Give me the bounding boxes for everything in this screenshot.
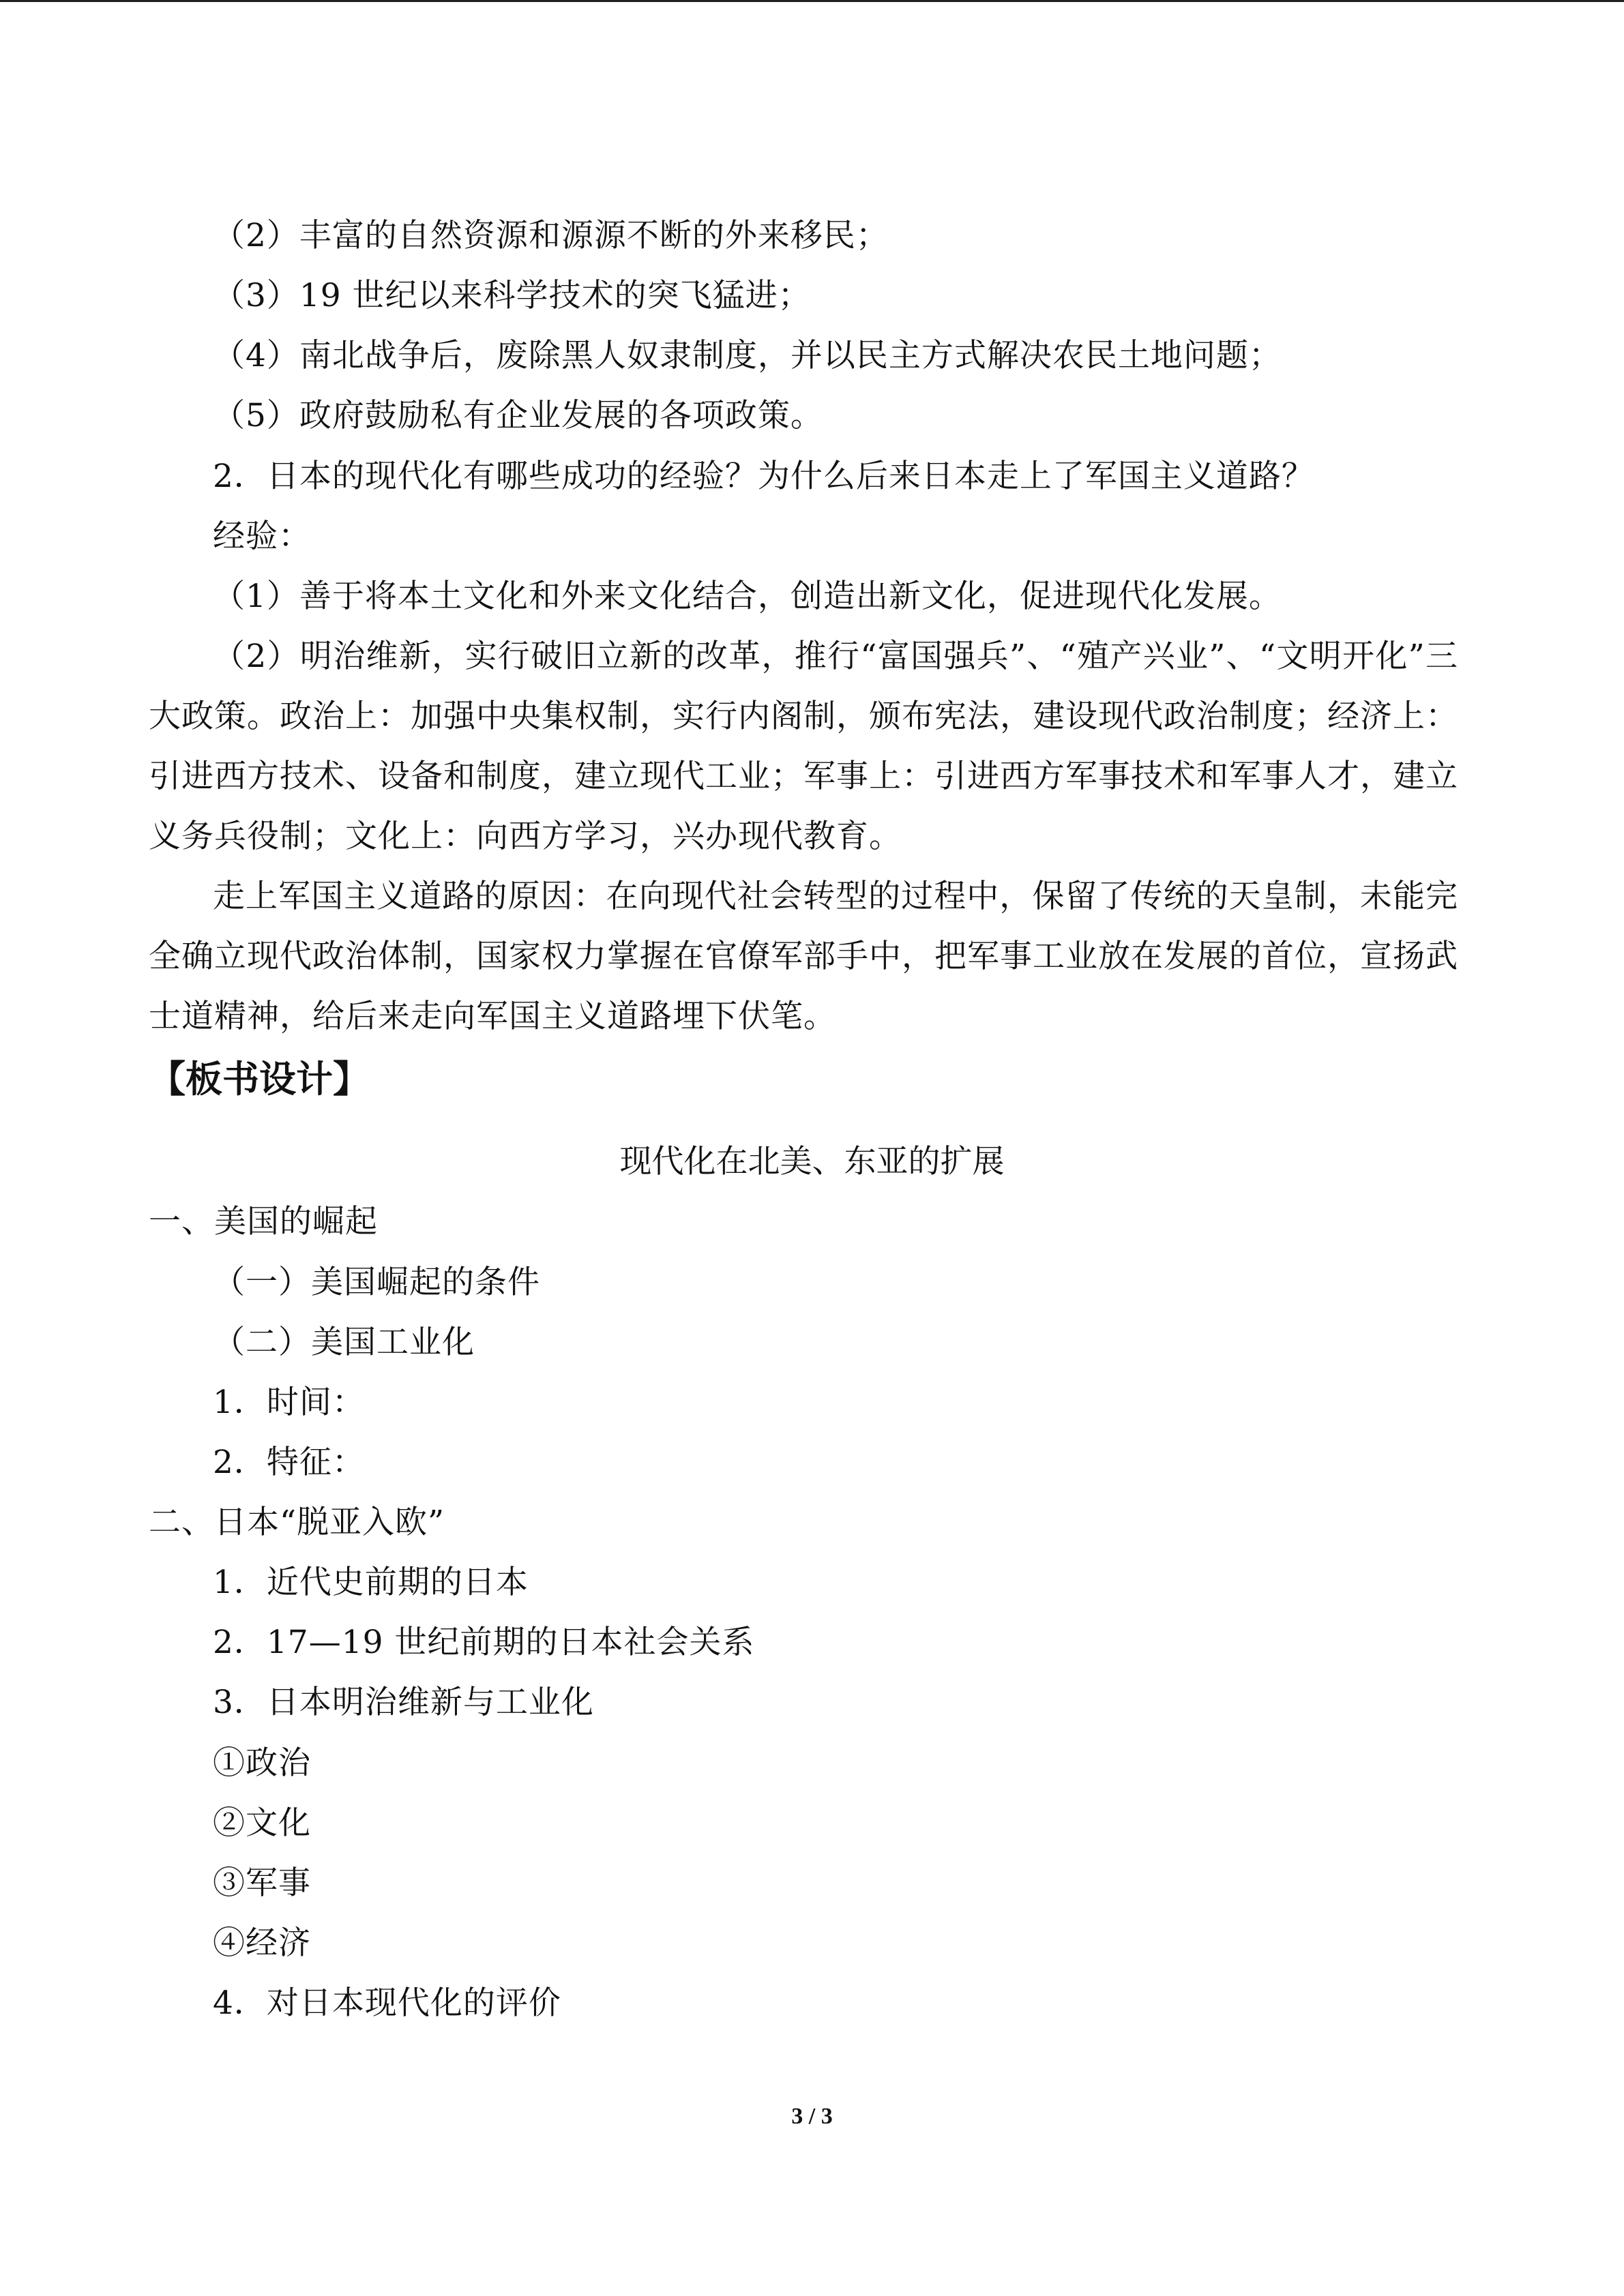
question-2: 2．日本的现代化有哪些成功的经验？为什么后来日本走上了军国主义道路？: [213, 458, 1314, 495]
answer-item: （3）19 世纪以来科学技术的突飞猛进；: [213, 277, 811, 314]
outline-item: 3．日本明治维新与工业化: [213, 1684, 594, 1721]
outline-part: 一、美国的崛起: [149, 1203, 378, 1240]
experience-paragraph-line: 义务兵役制；文化上：向西方学习，兴办现代教育。: [149, 818, 902, 855]
answer-item: （4）南北战争后，废除黑人奴隶制度，并以民主方式解决农民土地问题；: [213, 337, 1282, 374]
board-title: 现代化在北美、东亚的扩展: [619, 1143, 1005, 1180]
answer-item: （2）丰富的自然资源和源源不断的外来移民；: [213, 217, 889, 254]
reason-paragraph-line: 走上军国主义道路的原因：在向现代社会转型的过程中，保留了传统的天皇制，未能完: [213, 878, 1458, 915]
outline-part: 二、日本“脱亚入欧”: [149, 1504, 445, 1541]
experience-item: （1）善于将本土文化和外来文化结合，创造出新文化，促进现代化发展。: [213, 578, 1282, 615]
experience-paragraph-line: 大政策。政治上：加强中央集权制，实行内阁制，颁布宪法，建设现代政治制度；经济上：: [149, 698, 1458, 735]
outline-item: 4．对日本现代化的评价: [213, 1984, 561, 2022]
section-heading: 【板书设计】: [149, 1058, 370, 1101]
outline-item: （二）美国工业化: [213, 1324, 475, 1361]
experience-label: 经验：: [213, 518, 311, 555]
outline-subitem: ③军事: [213, 1864, 311, 1902]
answer-item: （5）政府鼓励私有企业发展的各项政策。: [213, 397, 823, 434]
reason-paragraph-line: 士道精神，给后来走向军国主义道路埋下伏笔。: [149, 998, 836, 1035]
outline-subitem: ②文化: [213, 1804, 311, 1842]
page-number: 3 / 3: [791, 2104, 833, 2129]
outline-item: 2．特征：: [213, 1444, 365, 1481]
outline-subitem: ④经济: [213, 1924, 311, 1962]
experience-paragraph-line: （2）明治维新，实行破旧立新的改革，推行“富国强兵”、“殖产兴业”、“文明开化”三: [213, 638, 1458, 675]
outline-item: 1．时间：: [213, 1384, 365, 1421]
outline-item: 1．近代史前期的日本: [213, 1564, 529, 1601]
outline-item: （一）美国崛起的条件: [213, 1264, 540, 1301]
reason-paragraph-line: 全确立现代政治体制，国家权力掌握在官僚军部手中，把军事工业放在发展的首位，宣扬武: [149, 938, 1458, 975]
experience-paragraph-line: 引进西方技术、设备和制度，建立现代工业；军事上：引进西方军事技术和军事人才，建立: [149, 758, 1458, 795]
outline-item: 2．17—19 世纪前期的日本社会关系: [213, 1624, 755, 1661]
outline-subitem: ①政治: [213, 1744, 311, 1782]
